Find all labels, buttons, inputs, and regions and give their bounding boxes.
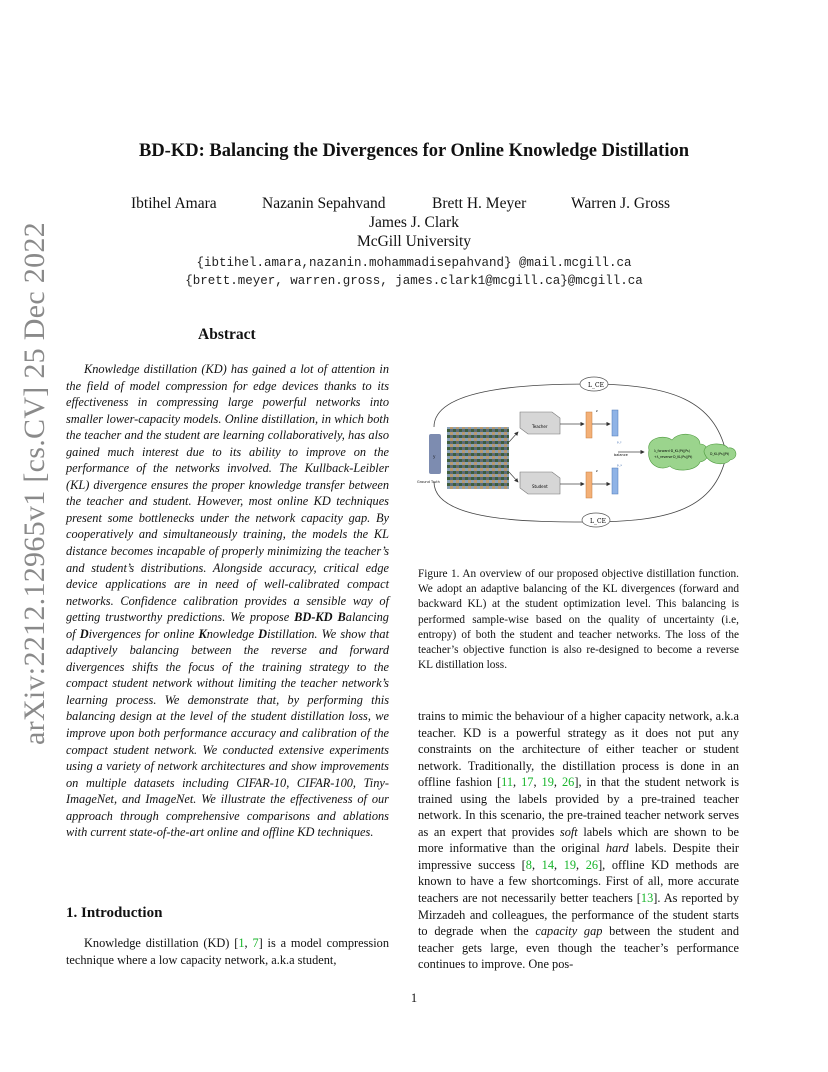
teacher-kl-term: D_KL(Ps||Pt) bbox=[710, 452, 730, 456]
lce-top-label: L_CE bbox=[588, 382, 604, 389]
teacher-logits-label: z bbox=[596, 408, 598, 413]
forward-kl-term: λ_forward·D_KL(Pt||Ps) bbox=[654, 449, 690, 453]
email-line: {brett.meyer, warren.gross, james.clark1@mcgill.ca}@mcgill.ca bbox=[185, 274, 643, 288]
body-text: labels. Despite their impressive success [ bbox=[418, 841, 739, 872]
abstract-text: ivergences for online bbox=[88, 626, 199, 641]
intro-continuation: trains to mimic the behaviour of a higher capacity network, a.k.a teacher. KD is a powerful strategy as it does not put any constraints on the architecture of either teacher or student network. Traditionally, the distillation process is done in an offline fashion [11, 17, 19, 26], in that the student network is trained using the labels provided by a pre-trained teacher network. In this scenario, the pre-trained teacher network serves as an expert that provides soft labels which are shown to be more informative than the original hard labels. Despite their impressive success [8, 14, 19, 26], offline KD methods are known to have a few shortcomings. First of all, more accurate teachers are not necessarily better teachers [13]. As reported by Mirzadeh and colleagues, the performance of the student starts to degrade when the capacity gap between the student and teacher gets large, even though the teacher’s performance continues to improve. One pos- bbox=[418, 709, 740, 972]
author-name: Ibtihel Amara bbox=[131, 195, 217, 212]
paper-title: BD-KD: Balancing the Divergences for Online Knowledge Distillation bbox=[138, 141, 689, 161]
page-number: 1 bbox=[410, 991, 418, 1005]
author-second-line: James J. Clark bbox=[369, 214, 459, 231]
figure-1-diagram bbox=[414, 372, 744, 532]
figure-caption: Figure 1. An overview of our proposed objective distillation function. We adopt an adaptive balancing of the KL divergences (forward and backward KL) at the student optimization level. This balancing is performed sample-wise based on the quality of uncertainty (i.e, entropy) of both the student and teacher networks. The loss of the teacher’s objective function is also re-designed to become a reverse KL distillation loss. bbox=[418, 568, 739, 672]
abstract-text: nowledge bbox=[206, 626, 255, 641]
body-text: trains to mimic the behaviour of a higher capacity network, a.k.a teacher. KD is a powerful strategy as it does not put any constraints on the architecture of either teacher or student network. Traditionally, the distillation process is done in an offline fashion [ bbox=[418, 709, 739, 790]
abstract-method-name: BD-KD bbox=[294, 610, 333, 625]
ground-truth-label: Ground Truth bbox=[417, 480, 440, 484]
abstract-body bbox=[66, 361, 389, 841]
author-name: Nazanin Sepahvand bbox=[262, 195, 386, 212]
intro-text: Knowledge distillation (KD) [ bbox=[84, 936, 239, 950]
arxiv-identifier: arXiv:2212.12965v1 [cs.CV] 25 Dec 2022 bbox=[18, 222, 51, 745]
citation-link[interactable]: 17 bbox=[521, 775, 534, 790]
citation-link[interactable]: 19 bbox=[563, 857, 577, 872]
section-heading: 1. Introduction bbox=[66, 905, 163, 921]
abstract-heading: Abstract bbox=[198, 326, 256, 343]
author-name: Brett H. Meyer bbox=[432, 195, 527, 212]
input-images-grid bbox=[447, 427, 509, 489]
student-label: Student bbox=[532, 484, 548, 489]
email-line: {ibtihel.amara,nazanin.mohammadisepahvand} @mail.mcgill.ca bbox=[196, 256, 632, 270]
emphasis-text: capacity gap bbox=[535, 924, 603, 939]
teacher-probs-label: p_t bbox=[617, 440, 622, 444]
abstract-text: istillation. We show that adaptively balancing between the reverse and forward divergences shifts the focus of the training strategy to the compact student network without limiting the teacher network’s learning process. We demonstrate that, by performing this balancing design at the level of the student distillation loss, we improve upon both performance accuracy and calibration of the compact student network. We conducted extensive experiments using a variety of network architectures and show improvements on multiple datasets including CIFAR-10, CIFAR-100, Tiny-ImageNet, and ImageNet. We illustrate the effectiveness of our approach through comprehensive comparisons and ablations with current state-of-the-art online and offline KD techniques. bbox=[66, 626, 389, 840]
abstract-text: Knowledge distillation (KD) has gained a lot of attention in the field of model compression for edge devices thanks to its effectiveness in compressing large powerful networks into smaller lower-capacity models. Online distillation, in which both the teacher and the student are learning collaboratively, has also gained much interest due to its ability to improve on the performance of the networks involved. The Kullback-Leibler (KL) divergence ensures the proper knowledge transfer between the teacher and student. However, most online KD techniques present some bottlenecks under the network capacity gap. By cooperatively and simultaneously training, the models the KL distance becomes incapable of properly minimizing the teacher’s and student’s distributions. Alongside accuracy, critical edge device applications are in need of well-calibrated compact networks. Confidence calibration provides a sensible way of getting trustworthy predictions. We propose bbox=[66, 362, 389, 625]
abstract-acronym-letter: D bbox=[258, 626, 268, 641]
student-logits-label: z bbox=[596, 468, 598, 473]
teacher-logits-bar bbox=[586, 412, 592, 438]
citation-link[interactable]: 26 bbox=[585, 857, 599, 872]
teacher-probs-bar bbox=[612, 410, 618, 436]
body-text: labels which are shown to be more informative than the original bbox=[418, 824, 739, 856]
emphasis-text: hard bbox=[605, 841, 629, 856]
ground-truth-box bbox=[429, 434, 441, 474]
intro-text: ] is a model compression technique where a low capacity network, a.k.a student, bbox=[66, 936, 389, 967]
intro-body: Knowledge distillation (KD) [1, 7] is a model compression technique where a low capacity network, a.k.a student, bbox=[66, 936, 389, 967]
citation-link[interactable]: 13 bbox=[640, 891, 654, 906]
citation-link[interactable]: 7 bbox=[252, 936, 259, 950]
teacher-network bbox=[520, 412, 560, 434]
student-probs-label: p_s bbox=[617, 463, 622, 467]
student-network bbox=[520, 472, 560, 494]
author-name: Warren J. Gross bbox=[571, 195, 671, 212]
student-probs-bar bbox=[612, 468, 618, 494]
body-text: ], in that the student network is trained using the labels provided by a pre-trained teacher network. In this scenario, the pre-trained teacher network serves as an expert that provides bbox=[418, 775, 740, 839]
teacher-label: Teacher bbox=[532, 424, 548, 429]
body-text: between the student and teacher gets large, even though the teacher’s performance continues to improve. One pos- bbox=[418, 924, 740, 972]
citation-link[interactable]: 1 bbox=[238, 936, 245, 950]
abstract-acronym-letter: K bbox=[198, 626, 207, 641]
abstract-acronym-letter: B bbox=[337, 610, 346, 625]
y-label: y bbox=[433, 455, 436, 460]
body-text: ], offline KD methods are known to have a few shortcomings. First of all, more accurate teachers are not necessarily better teachers [ bbox=[418, 857, 740, 906]
balance-label: balance bbox=[614, 453, 628, 457]
affiliation: McGill University bbox=[356, 233, 472, 250]
emphasis-text: soft bbox=[559, 824, 578, 839]
citation-link[interactable]: 11 bbox=[501, 775, 514, 790]
citation-link[interactable]: 8 bbox=[525, 857, 532, 872]
lce-bottom-label: L_CE bbox=[590, 518, 606, 525]
citation-link[interactable]: 19 bbox=[541, 775, 554, 790]
citation-link[interactable]: 26 bbox=[561, 775, 575, 790]
citation-link[interactable]: 14 bbox=[541, 857, 554, 872]
body-text: ]. As reported by Mirzadeh and colleagues, the performance of the student starts to degrade when the bbox=[418, 891, 740, 939]
student-logits-bar bbox=[586, 472, 592, 498]
reverse-kl-term: +λ_reverse·D_KL(Ps||Pt) bbox=[654, 455, 693, 459]
abstract-text: alancing of bbox=[66, 610, 389, 641]
abstract-acronym-letter: D bbox=[79, 626, 89, 641]
